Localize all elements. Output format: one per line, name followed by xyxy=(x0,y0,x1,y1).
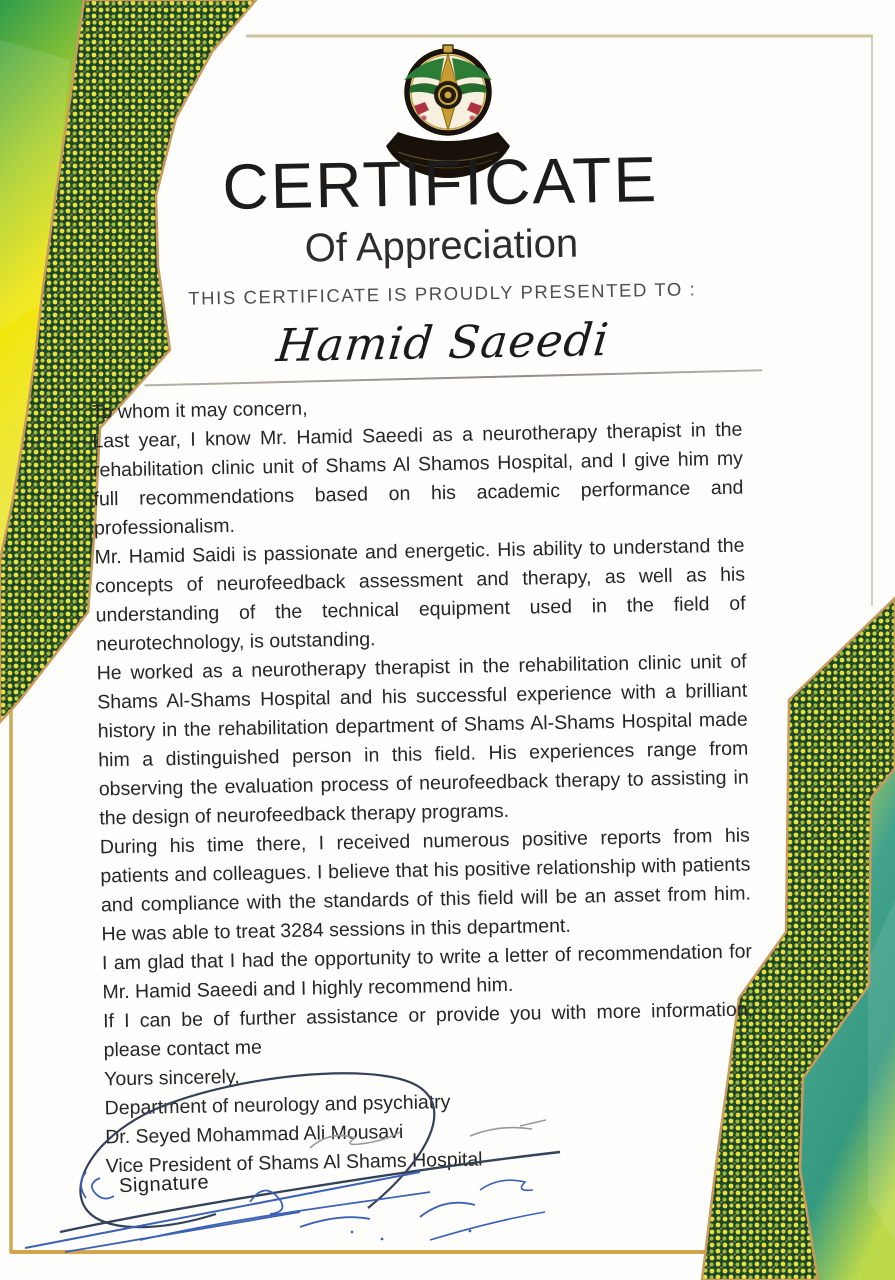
letter-paragraph: To whom it may concern, xyxy=(91,397,308,424)
letter-paragraph: During his time there, I received numerous positive reports from his patients and colleagues. I believe that his positive relationship with patients and compliance with the standards of this field will be an asset from him. He was able to treat 3284 sessions in this department. xyxy=(99,824,752,946)
presented-to-line: THIS CERTIFICATE IS PROUDLY PRESENTED TO : xyxy=(188,278,697,309)
signature-label: Signature xyxy=(118,1171,210,1198)
letter-paragraph: He worked as a neurotherapy therapist in the rehabilitation clinic unit of Shams Al-Shams Hospital and his successful experience with a brilliant history in the rehabilitation department of Shams Al-Shams Hospital made him a distinguished person in this field. His experiences range from observing the evaluation process of neurofeedback therapy to assisting in the design of neurofeedback therapy programs. xyxy=(96,650,749,830)
recipient-name xyxy=(0,308,891,377)
letter-closing-line: Vice President of Shams Al Shams Hospital xyxy=(105,1148,483,1178)
letter-paragraph: I am glad that I had the opportunity to write a letter of recommendation for Mr. Hamid Saeedi and I highly recommend him. xyxy=(101,940,753,1004)
letter-closing-line: Department of neurology and psychiatry xyxy=(104,1091,451,1120)
letter-paragraph: Last year, I know Mr. Hamid Saeedi as a neurotherapy therapist in the rehabilitation clinic unit of Shams Al Shamos Hospital, and I give him my full recommendations based on his academic performance and professionalism. xyxy=(92,418,744,540)
letter-closing-line: Dr. Seyed Mohammad Ali Mousavi xyxy=(105,1120,404,1149)
letter-paragraph: Mr. Hamid Saidi is passionate and energetic. His ability to understand the concepts of neurofeedback assessment and therapy, as well as his understanding of the technical equipment used in the field of neurotechnology, is outstanding. xyxy=(94,534,746,656)
certificate-title: CERTIFICATE xyxy=(221,143,659,224)
certificate-subtitle: Of Appreciation xyxy=(304,221,579,271)
letter-paragraph: If I can be of further assistance or provide you with more information, please contact me xyxy=(102,998,754,1062)
recipient-name-text: Hamid Saeedi xyxy=(274,312,613,373)
letter-closing-line: Yours sincerely, xyxy=(103,1065,240,1091)
recommendation-letter xyxy=(92,387,756,1182)
